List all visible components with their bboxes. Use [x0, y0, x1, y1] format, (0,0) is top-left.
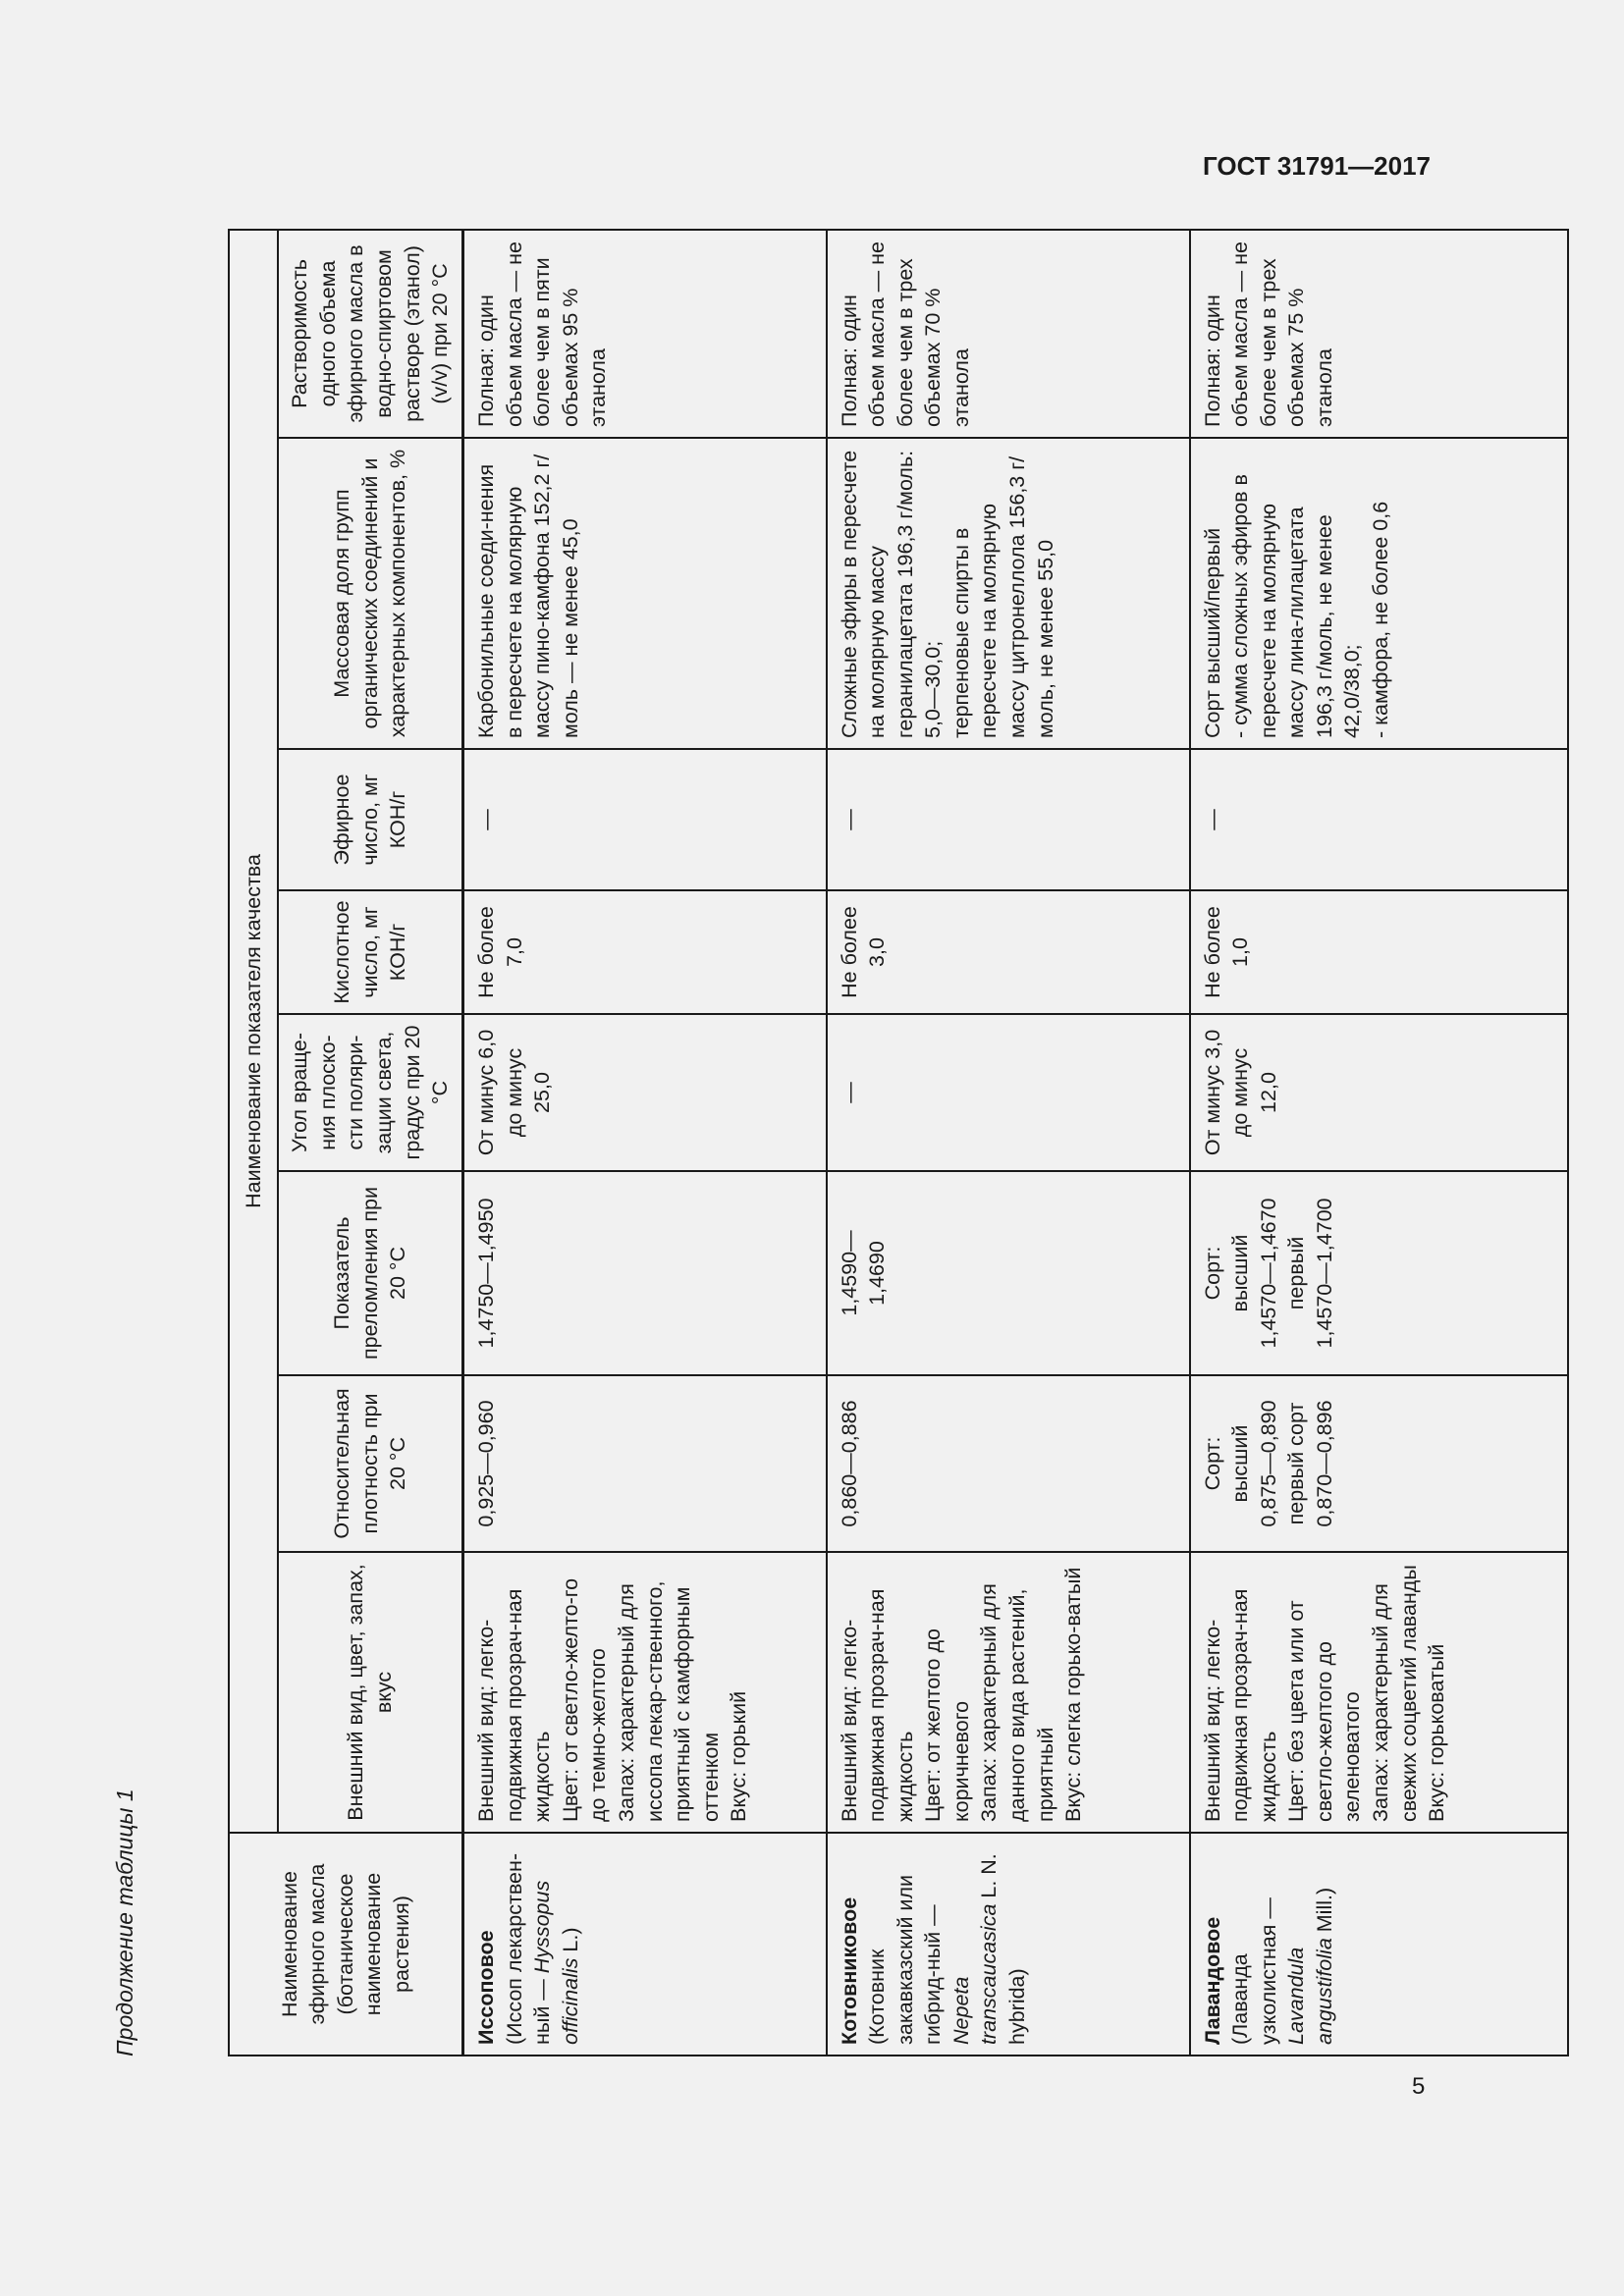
cell-rotation: От минус 3,0 до минус 12,0: [1190, 1014, 1568, 1171]
cell-appearance-line: Внешний вид: легко-подвижная прозрач-ная жидкость: [474, 1588, 555, 1822]
cell-oil-name: [463, 1833, 827, 2056]
group-header: Наименование показателя качества: [229, 230, 278, 1833]
cell-rotation: —: [827, 1014, 1190, 1171]
cell-appearance: [1190, 1552, 1568, 1833]
col-header-name: Наименование эфирного масла (ботаническое наименование растения): [229, 1833, 463, 2056]
cell-refraction-line: 1,4690: [865, 1241, 890, 1306]
cell-refraction-line: 1,4750—1,4950: [474, 1198, 498, 1349]
cell-appearance-line: Внешний вид: легко-подвижная прозрач-ная жидкость: [837, 1588, 917, 1822]
col-header-ester: Эфирное число, мг КОН/г: [278, 749, 463, 890]
botanical-name-part: L. N. hybrida): [977, 1853, 1030, 2045]
cell-oil-name: [1190, 1833, 1568, 2056]
cell-refraction-line: 1,4570—1,4700: [1312, 1198, 1336, 1349]
page-number: 5: [1412, 2073, 1426, 2100]
table-row: [463, 230, 827, 2056]
cell-appearance-line: Запах: характерный для свежих соцветий лаванды: [1369, 1565, 1421, 1822]
botanical-name-part: Mill.): [1312, 1887, 1336, 1939]
cell-appearance-line: Вкус: горький: [727, 1690, 751, 1822]
oil-name: Иссоповое: [474, 1930, 498, 2045]
col-header-density: Относительная плотность при 20 °С: [278, 1375, 463, 1552]
cell-appearance-line: Вкус: слегка горько-ватый: [1061, 1567, 1086, 1822]
cell-density-line: 0,875—0,890: [1256, 1400, 1280, 1527]
cell-mass-fraction-line: терпеновые спирты в пересчете на молярную массу цитронеллола 156,3 г/моль, не менее 55,0: [948, 455, 1057, 738]
cell-density-line: высший: [1228, 1424, 1253, 1503]
cell-appearance-line: Цвет: от желтого до коричневого: [921, 1629, 973, 1822]
cell-ester: —: [1190, 749, 1568, 890]
table-caption: Продолжение таблицы 1: [112, 1789, 137, 2056]
cell-density: [1190, 1375, 1568, 1552]
botanical-name-part: (Иссоп лекарствен-ный —: [502, 1853, 555, 2045]
botanical-name-part: (Котовник закавказский или гибрид-ный —: [865, 1875, 946, 2045]
quality-table: [228, 229, 1569, 2056]
cell-refraction-line: Сорт:: [1200, 1246, 1224, 1301]
cell-mass-fraction: [463, 438, 827, 749]
cell-mass-fraction-line: Сложные эфиры в пересчете на молярную массу геранилацетата 196,3 г/моль: 5,0—30,0;: [837, 450, 946, 738]
cell-oil-name: [827, 1833, 1190, 2056]
cell-density-line: 0,925—0,960: [474, 1400, 498, 1527]
cell-mass-fraction-line: Сорт высший/первый: [1200, 527, 1224, 738]
botanical-name-part: (Лаванда узколистная —: [1228, 1897, 1280, 2045]
cell-acid: Не более 7,0: [463, 890, 827, 1014]
latin-name: Nepeta transcaucasica: [948, 1903, 1001, 2045]
cell-density-line: 0,860—0,886: [837, 1400, 861, 1527]
cell-refraction-line: высший: [1228, 1234, 1253, 1312]
cell-mass-fraction: [1190, 438, 1568, 749]
botanical-name-part: L.): [558, 1927, 582, 1958]
cell-mass-fraction-line: Карбонильные соеди-нения в пересчете на молярную массу пино-камфона 152,2 г/моль — не менее 45,0: [474, 454, 582, 738]
oil-name: Котовниковое: [837, 1896, 861, 2045]
col-header-rotation: Угол враще-ния плоско-сти поляри-зации света, градус при 20 °С: [278, 1014, 463, 1171]
col-header-acid: Кислотное число, мг КОН/г: [278, 890, 463, 1014]
cell-refraction: [827, 1171, 1190, 1375]
cell-appearance: [827, 1552, 1190, 1833]
document-code: ГОСТ 31791—2017: [1203, 151, 1431, 181]
cell-refraction-line: 1,4590—: [837, 1230, 861, 1316]
cell-acid: Не более 3,0: [827, 890, 1190, 1014]
cell-solubility: Полная: один объем масла — не более чем в пяти объемах 95 % этанола: [463, 230, 827, 438]
latin-name: Hyssopus officinalis: [530, 1880, 582, 2045]
cell-appearance-line: Цвет: от светло-желто-го до темно-желтого: [558, 1577, 611, 1822]
cell-solubility: Полная: один объем масла — не более чем в трех объемах 70 % этанола: [827, 230, 1190, 438]
botanical-name: [863, 1843, 1032, 2045]
cell-rotation: От минус 6,0 до минус 25,0: [463, 1014, 827, 1171]
cell-mass-fraction-line: - сумма сложных эфиров в пересчете на молярную массу лина-лилацетата 196,3 г/моль, не менее 42,0/38,0;: [1228, 474, 1365, 738]
cell-refraction: [1190, 1171, 1568, 1375]
cell-density: [827, 1375, 1190, 1552]
cell-refraction-line: 1,4570—1,4670: [1256, 1198, 1280, 1349]
cell-density-line: первый сорт: [1284, 1402, 1309, 1525]
cell-appearance-line: Запах: характерный для иссопа лекар-ственного, приятный с камфорным оттенком: [614, 1580, 723, 1822]
cell-refraction-line: первый: [1284, 1236, 1309, 1310]
cell-appearance-line: Запах: характерный для данного вида растений, приятный: [977, 1583, 1057, 1822]
cell-appearance-line: Вкус: горьковатый: [1425, 1643, 1449, 1822]
cell-mass-fraction: [827, 438, 1190, 749]
cell-ester: —: [827, 749, 1190, 890]
col-header-solubility: Растворимость одного объема эфирного масла в водно-спиртовом растворе (этанол) (v/v) при 20 °С: [278, 230, 463, 438]
botanical-name: [1226, 1843, 1338, 2045]
cell-appearance-line: Внешний вид: легко-подвижная прозрач-ная жидкость: [1200, 1588, 1280, 1822]
botanical-name: [501, 1843, 585, 2045]
cell-mass-fraction-line: - камфора, не более 0,6: [1369, 501, 1393, 738]
cell-density: [463, 1375, 827, 1552]
cell-acid: Не более 1,0: [1190, 890, 1568, 1014]
cell-solubility: Полная: один объем масла — не более чем в трех объемах 75 % этанола: [1190, 230, 1568, 438]
table-row: [827, 230, 1190, 2056]
latin-name: Lavandula angustifolia: [1284, 1938, 1336, 2045]
rotated-table-container: [112, 231, 1449, 2056]
col-header-refraction: Показатель преломления при 20 °С: [278, 1171, 463, 1375]
oil-name: Лавандовое: [1200, 1916, 1224, 2045]
cell-refraction: [463, 1171, 827, 1375]
table-row: [1190, 230, 1568, 2056]
cell-ester: —: [463, 749, 827, 890]
cell-density-line: Сорт:: [1200, 1436, 1224, 1491]
col-header-mass: Массовая доля групп органических соединений и характерных компонентов, %: [278, 438, 463, 749]
cell-appearance-line: Цвет: без цвета или от светло-желтого до зеленоватого: [1284, 1600, 1365, 1822]
cell-appearance: [463, 1552, 827, 1833]
cell-density-line: 0,870—0,896: [1312, 1400, 1336, 1527]
col-header-appearance: Внешний вид, цвет, запах, вкус: [278, 1552, 463, 1833]
